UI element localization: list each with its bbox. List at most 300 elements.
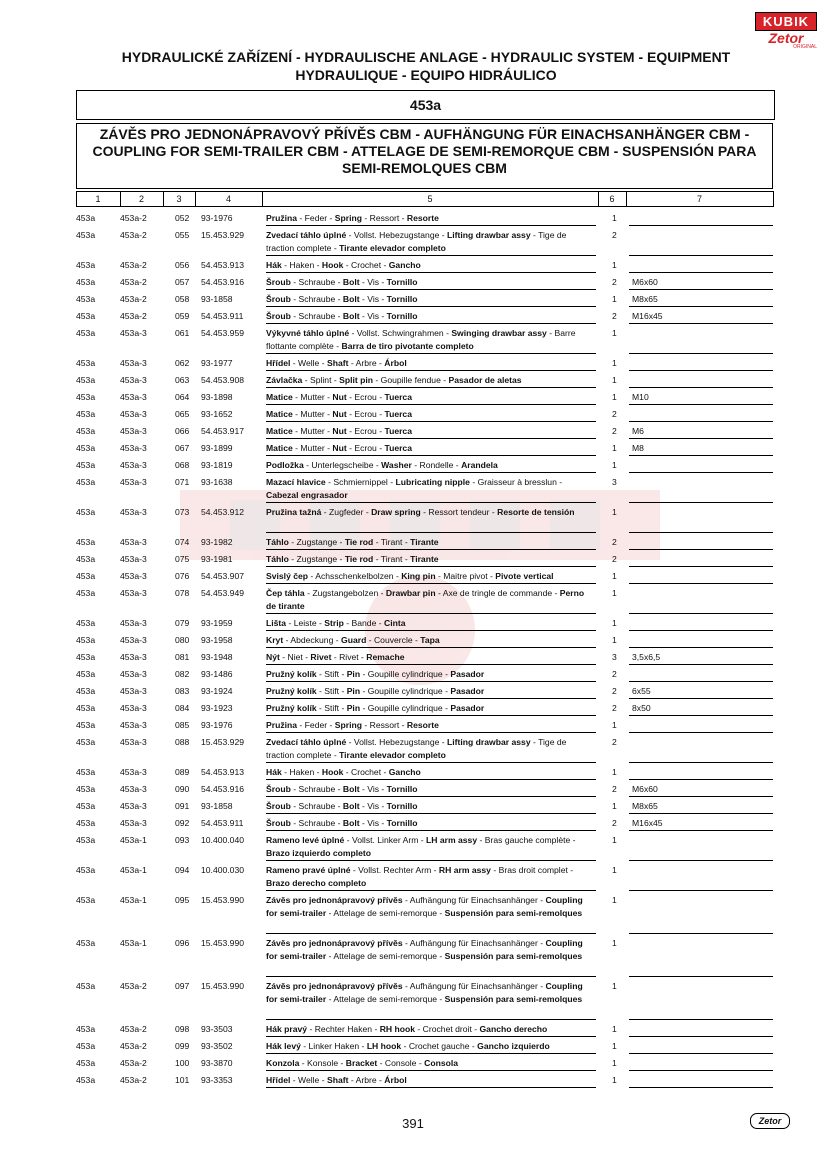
part-description — [266, 408, 596, 421]
table-row — [76, 536, 773, 549]
part-number: 54.453.959 — [201, 328, 245, 338]
part-group: 453a — [76, 784, 96, 794]
note-rule — [629, 933, 773, 934]
desc-fr: - Bras droit complet - — [490, 865, 574, 875]
part-number: 93-1858 — [201, 294, 233, 304]
part-position: 071 — [175, 477, 190, 487]
row-rule — [266, 306, 596, 307]
desc-fr: - Goupille cylindrique - — [360, 686, 451, 696]
part-description — [266, 1074, 596, 1087]
desc-de: - Stift - — [316, 686, 347, 696]
part-group: 453a — [76, 618, 96, 628]
part-group: 453a — [76, 981, 96, 991]
desc-cz: Lišta — [266, 618, 287, 628]
part-position: 059 — [175, 311, 190, 321]
part-description — [266, 1023, 596, 1036]
part-group: 453a — [76, 865, 96, 875]
part-group: 453a — [76, 835, 96, 845]
desc-es: Pivote vertical — [495, 571, 554, 581]
note-rule — [629, 813, 773, 814]
part-position: 090 — [175, 784, 190, 794]
desc-en: Coupling for semi-trailer — [266, 938, 583, 961]
row-rule — [266, 404, 596, 405]
row-rule — [266, 289, 596, 290]
part-description — [266, 800, 596, 813]
table-row — [76, 408, 773, 421]
part-position: 065 — [175, 409, 190, 419]
table-row — [76, 817, 773, 830]
row-rule — [266, 976, 596, 977]
part-figure: 453a-2 — [120, 1075, 147, 1085]
part-position: 075 — [175, 554, 190, 564]
desc-en: Nut — [332, 426, 347, 436]
part-figure: 453a-3 — [120, 635, 147, 645]
note-rule — [629, 1087, 773, 1088]
desc-es: Suspensión para semi-remolques — [444, 994, 583, 1004]
note-rule — [629, 1036, 773, 1037]
part-description — [266, 634, 596, 647]
desc-fr: - Vis - — [359, 277, 387, 287]
part-description — [266, 719, 596, 732]
table-row — [76, 651, 773, 664]
part-quantity: 1 — [612, 1058, 617, 1068]
desc-cz: Rameno pravé úplné — [266, 865, 351, 875]
desc-fr: - Ressort tendeur - — [420, 507, 498, 517]
part-figure: 453a-3 — [120, 328, 147, 338]
desc-es: Resorte — [406, 213, 439, 223]
part-group: 453a — [76, 801, 96, 811]
part-quantity: 2 — [612, 554, 617, 564]
part-quantity: 2 — [612, 426, 617, 436]
part-figure: 453a-2 — [120, 1041, 147, 1051]
part-quantity: 1 — [612, 1041, 617, 1051]
page-number: 391 — [402, 1116, 424, 1131]
table-row — [76, 310, 773, 323]
desc-cz: Hák levý — [266, 1041, 301, 1051]
part-position: 095 — [175, 895, 190, 905]
desc-es: Pasador de aletas — [448, 375, 522, 385]
note-rule — [629, 387, 773, 388]
part-description — [266, 442, 596, 455]
part-group: 453a — [76, 703, 96, 713]
note-rule — [629, 549, 773, 550]
desc-es: Resorte — [406, 720, 439, 730]
part-note: M6x60 — [632, 784, 658, 794]
table-row — [76, 719, 773, 732]
row-rule — [266, 387, 596, 388]
desc-es: Tapa — [420, 635, 440, 645]
part-position: 097 — [175, 981, 190, 991]
note-rule — [629, 830, 773, 831]
desc-fr: - Tirant - — [373, 554, 411, 564]
desc-cz: Závěs pro jednonápravový přívěs — [266, 981, 403, 991]
part-quantity: 1 — [612, 635, 617, 645]
desc-de: - Linker Haken - — [300, 1041, 367, 1051]
part-group: 453a — [76, 375, 96, 385]
part-note: M6x60 — [632, 277, 658, 287]
part-number: 93-1486 — [201, 669, 233, 679]
desc-es: Árbol — [384, 358, 407, 368]
part-position: 089 — [175, 767, 190, 777]
part-number: 93-3870 — [201, 1058, 233, 1068]
note-rule — [629, 732, 773, 733]
part-description — [266, 980, 596, 1006]
desc-de: - Leiste - — [286, 618, 325, 628]
part-quantity: 1 — [612, 618, 617, 628]
desc-en: Spring — [334, 720, 362, 730]
desc-cz: Pružina — [266, 720, 298, 730]
part-quantity: 1 — [612, 1075, 617, 1085]
table-row — [76, 442, 773, 455]
part-quantity: 1 — [612, 588, 617, 598]
note-rule — [629, 890, 773, 891]
desc-fr: - Attelage de semi-remorque - — [326, 908, 445, 918]
table-row — [76, 766, 773, 779]
part-number: 93-1981 — [201, 554, 233, 564]
part-quantity: 2 — [612, 669, 617, 679]
desc-de: - Zugstange - — [288, 537, 345, 547]
desc-fr: - Goupille cylindrique - — [360, 669, 451, 679]
part-group: 453a — [76, 1075, 96, 1085]
table-row — [76, 668, 773, 681]
desc-fr: - Ressort - — [362, 213, 407, 223]
table-row — [76, 1040, 773, 1053]
desc-es: Resorte de tensión — [497, 507, 575, 517]
part-figure: 453a-2 — [120, 1024, 147, 1034]
row-rule — [266, 796, 596, 797]
part-figure: 453a-3 — [120, 652, 147, 662]
part-group: 453a — [76, 443, 96, 453]
desc-en: Nut — [332, 443, 347, 453]
part-description — [266, 894, 596, 920]
desc-cz: Závlačka — [266, 375, 303, 385]
desc-es: Remache — [366, 652, 405, 662]
note-rule — [629, 255, 773, 256]
table-row — [76, 685, 773, 698]
desc-es: Tornillo — [386, 818, 418, 828]
part-position: 057 — [175, 277, 190, 287]
row-rule — [266, 549, 596, 550]
part-quantity: 1 — [612, 443, 617, 453]
desc-en: Guard — [341, 635, 367, 645]
table-row — [76, 476, 773, 502]
part-number: 93-3503 — [201, 1024, 233, 1034]
desc-cz: Svislý čep — [266, 571, 309, 581]
row-rule — [266, 532, 596, 533]
part-figure: 453a-3 — [120, 588, 147, 598]
part-description — [266, 766, 596, 779]
col-header-1: 1 — [95, 194, 101, 204]
row-rule — [266, 890, 596, 891]
row-rule — [266, 779, 596, 780]
part-figure: 453a-3 — [120, 767, 147, 777]
part-number: 54.453.913 — [201, 260, 245, 270]
part-figure: 453a-2 — [120, 294, 147, 304]
part-quantity: 1 — [612, 865, 617, 875]
desc-de: - Feder - — [297, 720, 335, 730]
desc-es: Tornillo — [386, 277, 418, 287]
part-description — [266, 817, 596, 830]
desc-en: Draw spring — [371, 507, 421, 517]
part-group: 453a — [76, 686, 96, 696]
desc-cz: Zvedací táhlo úplné — [266, 230, 347, 240]
table-row — [76, 937, 773, 976]
part-quantity: 2 — [612, 686, 617, 696]
title-line-2: COUPLING FOR SEMI-TRAILER CBM - ATTELAGE DE SEMI-REMORQUE CBM - SUSPENSIÓN PARA — [92, 143, 757, 159]
part-number: 93-1652 — [201, 409, 233, 419]
part-position: 079 — [175, 618, 190, 628]
part-number: 54.453.916 — [201, 277, 245, 287]
desc-cz: Šroub — [266, 294, 291, 304]
part-figure: 453a-3 — [120, 409, 147, 419]
desc-cz: Pružina — [266, 213, 298, 223]
zetor-footer-logo: Zetor — [750, 1113, 790, 1129]
row-rule — [266, 933, 596, 934]
desc-fr: - Crochet gauche - — [401, 1041, 478, 1051]
desc-fr: - Arbre - — [348, 358, 385, 368]
part-description — [266, 668, 596, 681]
part-description — [266, 570, 596, 583]
desc-cz: Matice — [266, 443, 293, 453]
desc-de: - Welle - — [290, 358, 327, 368]
desc-de: - Rechter Haken - — [307, 1024, 380, 1034]
part-position: 084 — [175, 703, 190, 713]
part-note: 8x50 — [632, 703, 651, 713]
part-number: 93-1819 — [201, 460, 233, 470]
desc-fr: - Goupille fendue - — [373, 375, 449, 385]
table-row — [76, 800, 773, 813]
part-number: 10.400.040 — [201, 835, 245, 845]
part-figure: 453a-3 — [120, 554, 147, 564]
table-row — [76, 425, 773, 438]
desc-cz: Závěs pro jednonápravový přívěs — [266, 938, 403, 948]
part-number: 93-1858 — [201, 801, 233, 811]
part-position: 099 — [175, 1041, 190, 1051]
desc-es: Barra de tiro pivotante completo — [341, 341, 474, 351]
desc-es: Tuerca — [384, 443, 412, 453]
part-position: 081 — [175, 652, 190, 662]
desc-en: Swinging drawbar assy — [451, 328, 547, 338]
row-rule — [266, 664, 596, 665]
part-position: 094 — [175, 865, 190, 875]
desc-es: Gancho derecho — [479, 1024, 548, 1034]
part-figure: 453a-3 — [120, 801, 147, 811]
table-row — [76, 864, 773, 890]
note-rule — [629, 647, 773, 648]
desc-en: Coupling for semi-trailer — [266, 981, 583, 1004]
table-row — [76, 1074, 773, 1087]
desc-de: - Schraube - — [290, 311, 343, 321]
table-row — [76, 783, 773, 796]
part-figure: 453a-1 — [120, 895, 147, 905]
desc-de: - Schraube - — [290, 818, 343, 828]
note-rule — [629, 1053, 773, 1054]
desc-en: Spring — [334, 213, 362, 223]
desc-fr: - Bras gauche complète - — [477, 835, 576, 845]
table-row — [76, 834, 773, 860]
part-figure: 453a-2 — [120, 981, 147, 991]
table-row — [76, 894, 773, 933]
col-header-2: 2 — [138, 194, 144, 204]
desc-es: Gancho — [388, 767, 421, 777]
part-position: 066 — [175, 426, 190, 436]
table-row — [76, 327, 773, 353]
desc-de: - Feder - — [297, 213, 335, 223]
part-quantity: 1 — [612, 981, 617, 991]
part-description — [266, 459, 596, 472]
note-rule — [629, 630, 773, 631]
row-rule — [266, 1070, 596, 1071]
part-number: 10.400.030 — [201, 865, 245, 875]
desc-fr: - Tige de traction complete - — [266, 737, 567, 760]
table-row — [76, 459, 773, 472]
col-header-3: 3 — [176, 194, 182, 204]
part-number: 15.453.929 — [201, 230, 245, 240]
desc-cz: Šroub — [266, 311, 291, 321]
part-quantity: 1 — [612, 767, 617, 777]
note-rule — [629, 472, 773, 473]
part-position: 063 — [175, 375, 190, 385]
desc-en: Hook — [321, 260, 344, 270]
desc-es: Brazo derecho completo — [266, 878, 367, 888]
table-row — [76, 276, 773, 289]
note-rule — [629, 681, 773, 682]
part-position: 098 — [175, 1024, 190, 1034]
desc-cz: Hák pravý — [266, 1024, 308, 1034]
desc-de: - Schmiernippel - — [325, 477, 396, 487]
desc-cz: Pružný kolík — [266, 703, 317, 713]
part-description — [266, 476, 596, 502]
part-description — [266, 937, 596, 963]
desc-de: - Mutter - — [292, 409, 333, 419]
row-rule — [266, 455, 596, 456]
table-row — [76, 980, 773, 1019]
desc-de: - Stift - — [316, 703, 347, 713]
part-quantity: 2 — [612, 703, 617, 713]
desc-en: Bolt — [342, 818, 360, 828]
desc-cz: Táhlo — [266, 537, 289, 547]
part-figure: 453a-2 — [120, 230, 147, 240]
part-quantity: 3 — [612, 477, 617, 487]
note-rule — [629, 404, 773, 405]
desc-es: Tuerca — [384, 426, 412, 436]
part-number: 15.453.990 — [201, 938, 245, 948]
part-figure: 453a-3 — [120, 737, 147, 747]
table-row — [76, 357, 773, 370]
table-row — [76, 229, 773, 255]
note-rule — [629, 860, 773, 861]
part-position: 093 — [175, 835, 190, 845]
desc-cz: Šroub — [266, 818, 291, 828]
part-description — [266, 834, 596, 860]
note-rule — [629, 976, 773, 977]
part-note: 3,5x6,5 — [632, 652, 661, 662]
desc-de: - Schraube - — [290, 294, 343, 304]
note-rule — [629, 796, 773, 797]
part-figure: 453a-3 — [120, 477, 147, 487]
part-description — [266, 276, 596, 289]
note-rule — [629, 566, 773, 567]
table-row — [76, 587, 773, 613]
part-position: 092 — [175, 818, 190, 828]
desc-en: RH hook — [379, 1024, 416, 1034]
part-number: 15.453.990 — [201, 895, 245, 905]
part-group: 453a — [76, 213, 96, 223]
table-row — [76, 570, 773, 583]
part-number: 93-1976 — [201, 213, 233, 223]
desc-fr: - Maitre pivot - — [435, 571, 496, 581]
table-row — [76, 212, 773, 225]
part-figure: 453a-3 — [120, 375, 147, 385]
desc-fr: - Crochet - — [343, 767, 389, 777]
part-group: 453a — [76, 635, 96, 645]
part-number: 54.453.911 — [201, 311, 244, 321]
note-rule — [629, 698, 773, 699]
part-quantity: 1 — [612, 895, 617, 905]
row-rule — [266, 830, 596, 831]
desc-fr: - Vis - — [359, 294, 387, 304]
table-row — [76, 293, 773, 306]
desc-fr: - Arbre - — [348, 1075, 385, 1085]
row-rule — [266, 630, 596, 631]
row-rule — [266, 1036, 596, 1037]
desc-cz: Hřídel — [266, 1075, 291, 1085]
desc-es: Tuerca — [384, 392, 412, 402]
part-group: 453a — [76, 588, 96, 598]
desc-de: - Vollst. Hebezugstange - — [346, 737, 448, 747]
row-rule — [266, 860, 596, 861]
row-rule — [266, 502, 596, 503]
desc-cz: Hřídel — [266, 358, 291, 368]
part-group: 453a — [76, 507, 96, 517]
desc-cz: Mazací hlavice — [266, 477, 326, 487]
desc-cz: Závěs pro jednonápravový přívěs — [266, 895, 403, 905]
part-position: 058 — [175, 294, 190, 304]
row-rule — [266, 762, 596, 763]
desc-de: - Konsole - — [299, 1058, 346, 1068]
part-description — [266, 327, 596, 353]
desc-cz: Konzola — [266, 1058, 300, 1068]
part-group: 453a — [76, 720, 96, 730]
row-rule — [266, 272, 596, 273]
desc-es: Árbol — [384, 1075, 407, 1085]
part-figure: 453a-1 — [120, 865, 147, 875]
desc-de: - Zugstange - — [288, 554, 345, 564]
desc-de: - Aufhängung für Einachsanhänger - — [402, 938, 546, 948]
part-group: 453a — [76, 669, 96, 679]
part-figure: 453a-3 — [120, 703, 147, 713]
part-position: 052 — [175, 213, 190, 223]
desc-es: Arandela — [461, 460, 498, 470]
part-figure: 453a-1 — [120, 938, 147, 948]
desc-es: Tirante elevador completo — [339, 243, 446, 253]
desc-en: Pin — [346, 669, 361, 679]
part-position: 056 — [175, 260, 190, 270]
part-number: 54.453.907 — [201, 571, 245, 581]
desc-de: - Vollst. Rechter Arm - — [350, 865, 439, 875]
desc-fr: - Barre flottante complète - — [266, 328, 576, 351]
desc-de: - Schraube - — [290, 784, 343, 794]
desc-de: - Schraube - — [290, 277, 343, 287]
desc-es: Brazo izquierdo completo — [266, 848, 372, 858]
desc-fr: - Ecrou - — [346, 426, 385, 436]
part-quantity: 2 — [612, 818, 617, 828]
desc-en: Shaft — [326, 358, 349, 368]
desc-cz: Kryt — [266, 635, 284, 645]
part-group: 453a — [76, 426, 96, 436]
row-rule — [266, 715, 596, 716]
part-group: 453a — [76, 652, 96, 662]
